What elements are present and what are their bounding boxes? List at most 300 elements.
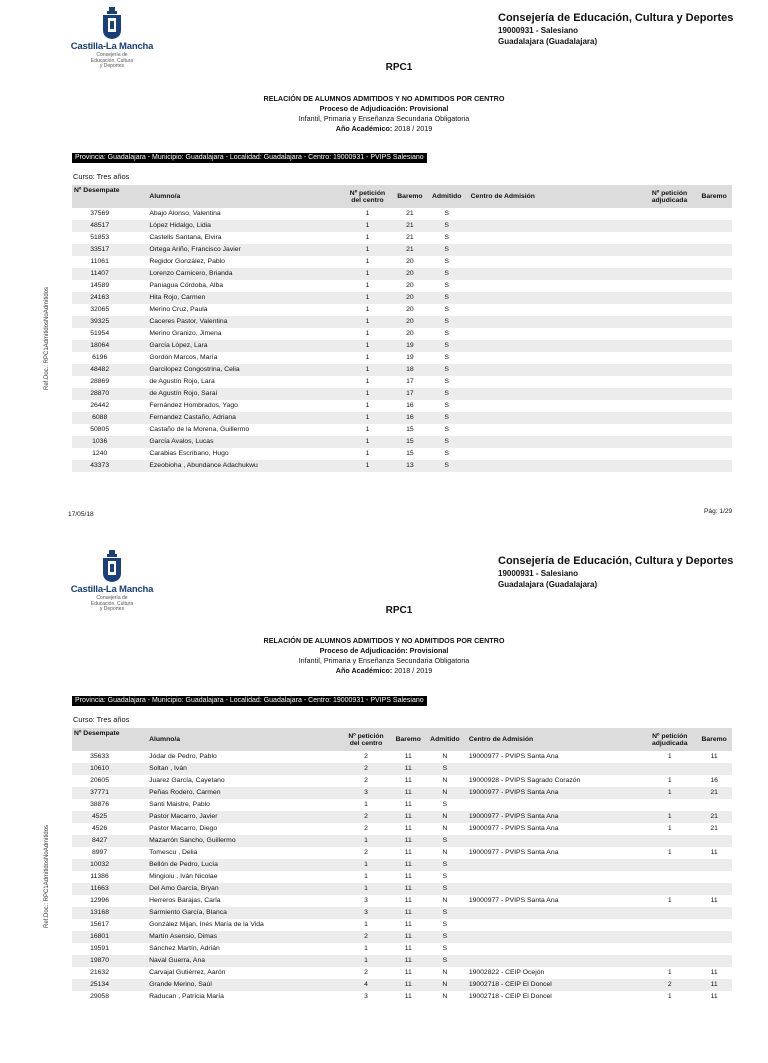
- cell-bar: 11: [404, 897, 412, 904]
- cell-pet: 1: [343, 955, 390, 967]
- report-heading: [0, 636, 768, 676]
- cell-num: 19870: [72, 955, 127, 967]
- cell-name: Regidor González, Pablo: [149, 258, 225, 265]
- cell-cen: 19002822 - CEIP Ocejón: [468, 969, 545, 976]
- report-code: RPC1: [385, 605, 413, 616]
- cell-bar: 11: [389, 955, 427, 967]
- cell-num: 21632: [90, 969, 109, 976]
- cell-adm: S: [427, 859, 463, 871]
- cell-cen: [465, 460, 643, 472]
- cell-name: Mingioiu , Iván Nicolae: [149, 873, 218, 880]
- table-row: [72, 871, 732, 883]
- cell-pad: [643, 364, 696, 376]
- cell-adm: S: [427, 907, 463, 919]
- cell-adm: S: [427, 955, 463, 967]
- col-admitido: Admitido: [429, 185, 465, 208]
- cell-adm: S: [429, 412, 465, 424]
- cell-bar: 21: [406, 210, 414, 217]
- cell-pet: 1: [344, 412, 391, 424]
- students-table: [72, 185, 732, 472]
- cell-num: 11407: [72, 268, 127, 280]
- cell-name: Ezeobioha , Abundance Adachukwu: [127, 460, 343, 472]
- cell-adm: S: [429, 220, 465, 232]
- cell-bar2: 21: [696, 811, 732, 823]
- cell-bar: 20: [406, 306, 414, 313]
- cell-bar: 16: [406, 402, 414, 409]
- cell-pet: 1: [344, 340, 391, 352]
- cell-pet: 2: [364, 849, 368, 856]
- cell-name: Carabias Escribano, Hugo: [149, 450, 229, 457]
- cell-name: Fernandez Castaño, Adriana: [127, 412, 343, 424]
- table-row: [72, 967, 732, 979]
- cell-name: Lorenzo Carnicero, Brianda: [127, 268, 343, 280]
- cell-pad: [643, 316, 696, 328]
- cell-adm: N: [442, 777, 448, 784]
- cell-adm: S: [442, 921, 448, 928]
- cell-adm: S: [429, 460, 465, 472]
- center-line: 19000931 - Salesiano: [498, 569, 579, 578]
- process-label: Proceso de Adjudicación: Provisional: [319, 646, 449, 655]
- table-header: [72, 728, 732, 751]
- cell-bar: 17: [391, 388, 429, 400]
- cell-bar2: 11: [710, 897, 718, 904]
- levels-label: Infantil, Primaria y Enseñanza Secundaria Obligatoria: [298, 114, 470, 123]
- curso-label: Curso: Tres años: [73, 715, 130, 724]
- table-row: [72, 931, 732, 943]
- cell-pet: 1: [365, 258, 370, 265]
- table-row: [72, 787, 732, 799]
- table-row: [72, 943, 732, 955]
- cell-cen: [465, 220, 643, 232]
- cell-adm: S: [444, 450, 449, 457]
- cell-bar2: [696, 460, 732, 472]
- cell-adm: N: [427, 979, 463, 991]
- cell-num: 37569: [90, 210, 110, 217]
- table-row: [72, 304, 732, 316]
- cell-num: 37771: [72, 787, 127, 799]
- cell-adm: S: [444, 378, 449, 385]
- cell-pad: [643, 220, 696, 232]
- cell-name: Carvajal Gutiérrez, Aarón: [149, 969, 226, 976]
- cell-name: Peñas Rodero, Carmen: [127, 787, 342, 799]
- logo-name: Castilla-La Mancha: [70, 584, 154, 595]
- logo-subtitle: Consejería de Educación, Cultura y Deportes: [90, 595, 134, 613]
- cell-bar2: [696, 424, 732, 436]
- cell-cen: [465, 412, 643, 424]
- cell-name: García Avalos, Lucas: [127, 436, 343, 448]
- cell-num: 10032: [72, 859, 127, 871]
- cell-adm: S: [442, 873, 448, 880]
- logo-name: Castilla-La Mancha: [70, 41, 154, 52]
- cell-num: 39325: [72, 316, 127, 328]
- cell-name: Tomescu , Delia: [149, 849, 198, 856]
- cell-cen: [465, 340, 643, 352]
- cell-bar: 15: [406, 426, 414, 433]
- cell-adm: S: [444, 282, 449, 289]
- cell-cen: 19002718 - CEIP El Doncel: [468, 993, 552, 1000]
- cell-bar: 11: [389, 883, 427, 895]
- cell-bar: 11: [404, 873, 412, 880]
- table-row: [72, 847, 732, 859]
- cell-bar2: [696, 955, 732, 967]
- cell-bar2: 11: [710, 849, 718, 856]
- cell-cen: 19000977 - PVIPS Santa Ana: [463, 787, 643, 799]
- cell-bar: 11: [404, 921, 412, 928]
- cell-pet: 2: [343, 763, 390, 775]
- table-row: [72, 208, 732, 220]
- cell-pet: 2: [364, 753, 368, 760]
- cell-bar: 11: [404, 777, 412, 784]
- cell-num: 18064: [72, 340, 127, 352]
- table-row: [72, 412, 732, 424]
- cell-adm: S: [429, 268, 465, 280]
- cell-pad: [643, 460, 696, 472]
- table-row: [72, 316, 732, 328]
- cell-num: 4525: [72, 811, 127, 823]
- cell-cen: [465, 268, 643, 280]
- cell-cen: 19000977 - PVIPS Santa Ana: [468, 753, 559, 760]
- cell-name: Castells Santana, Elvira: [149, 234, 222, 241]
- cell-num: 35633: [90, 753, 109, 760]
- table-row: [72, 799, 732, 811]
- cell-num: 50805: [90, 426, 110, 433]
- print-date: 17/05/18: [68, 511, 94, 518]
- cell-bar: 11: [389, 859, 427, 871]
- table-row: [72, 763, 732, 775]
- cell-bar2: [696, 292, 732, 304]
- cell-cen: [465, 400, 643, 412]
- cell-cen: [465, 244, 643, 256]
- cell-bar2: 21: [710, 825, 718, 832]
- col-centro-admision: Centro de Admisión: [463, 728, 643, 751]
- table-body: [72, 208, 732, 472]
- col-alumno: Alumno/a: [127, 185, 343, 208]
- cell-bar: 20: [406, 330, 414, 337]
- levels-label: Infantil, Primaria y Enseñanza Secundaria Obligatoria: [298, 656, 470, 665]
- cell-pet: 1: [344, 316, 391, 328]
- cell-pad: 1: [667, 993, 672, 1000]
- cell-pad: [643, 448, 696, 460]
- cell-bar2: [696, 931, 732, 943]
- cell-num: 8427: [72, 835, 127, 847]
- col-peticion-adjudicada: Nº petición adjudicada: [643, 728, 696, 751]
- cell-name: Pastor Macarro, Diego: [149, 825, 218, 832]
- cell-pet: 1: [365, 330, 370, 337]
- cell-adm: S: [429, 388, 465, 400]
- org-title: Consejería de Educación, Cultura y Deportes: [498, 12, 734, 24]
- cell-name: Jódar de Pedro, Pablo: [149, 753, 217, 760]
- cell-pad: 1: [667, 897, 672, 904]
- cell-cen: 19000977 - PVIPS Santa Ana: [468, 897, 559, 904]
- cell-bar2: [696, 244, 732, 256]
- cell-bar2: 11: [710, 753, 718, 760]
- cell-bar2: [696, 340, 732, 352]
- cell-cen: [463, 955, 643, 967]
- cell-adm: S: [429, 364, 465, 376]
- cell-bar2: [696, 232, 732, 244]
- cell-bar: 20: [391, 292, 429, 304]
- cell-num: 4526: [91, 825, 108, 832]
- cell-name: López Hidalgo, Lidia: [127, 220, 343, 232]
- cell-adm: S: [429, 316, 465, 328]
- cell-bar: 18: [391, 364, 429, 376]
- cell-num: 28869: [90, 378, 110, 385]
- cell-num: 8997: [91, 849, 108, 856]
- cell-adm: S: [429, 340, 465, 352]
- col-baremo: Baremo: [389, 728, 427, 751]
- cell-adm: S: [444, 306, 449, 313]
- cell-pet: 3: [343, 787, 390, 799]
- cell-bar: 11: [389, 907, 427, 919]
- cell-name: Herreros Barajas, Carla: [149, 897, 221, 904]
- cell-cen: [465, 448, 643, 460]
- cell-pad: 2: [643, 979, 696, 991]
- table-row: [72, 376, 732, 388]
- castilla-la-mancha-logo: [70, 549, 154, 613]
- table-row: [72, 775, 732, 787]
- table-row: [72, 835, 732, 847]
- table-row: [72, 811, 732, 823]
- cell-bar2: 21: [696, 787, 732, 799]
- cell-name: Paniagua Córdoba, Alba: [149, 282, 224, 289]
- cell-pad: [643, 883, 696, 895]
- cell-bar2: 16: [710, 777, 718, 784]
- center-line: 19000931 - Salesiano: [498, 26, 579, 35]
- cell-bar: 11: [404, 753, 412, 760]
- cell-name: Sarmiento García, Blanca: [127, 907, 342, 919]
- cell-num: 29058: [90, 993, 109, 1000]
- cell-pet: 1: [365, 378, 370, 385]
- cell-pad: [643, 763, 696, 775]
- cell-pad: [643, 388, 696, 400]
- cell-bar: 20: [406, 258, 414, 265]
- cell-adm: S: [442, 801, 448, 808]
- cell-bar2: 11: [710, 993, 718, 1000]
- cell-bar2: [696, 268, 732, 280]
- cell-cen: 19000928 - PVIPS Sagrado Corazón: [468, 777, 581, 784]
- cell-pet: 1: [365, 426, 370, 433]
- cell-pad: [643, 955, 696, 967]
- table-row: [72, 280, 732, 292]
- col-admitido: Admitido: [427, 728, 463, 751]
- table-row: [72, 448, 732, 460]
- cell-pad: [643, 352, 696, 364]
- cell-bar2: [696, 907, 732, 919]
- table-row: [72, 751, 732, 763]
- cell-bar2: [696, 208, 732, 220]
- cell-adm: S: [444, 402, 449, 409]
- cell-cen: [463, 931, 643, 943]
- cell-bar2: [696, 388, 732, 400]
- cell-pet: 1: [364, 921, 368, 928]
- table-row: [72, 907, 732, 919]
- cell-bar2: [696, 436, 732, 448]
- cell-adm: S: [444, 354, 449, 361]
- report-page-1: [0, 0, 768, 520]
- col-peticion-centro: Nº petición del centro: [343, 728, 390, 751]
- cell-pet: 1: [344, 220, 391, 232]
- cell-cen: 19000977 - PVIPS Santa Ana: [468, 825, 559, 832]
- cell-cen: [465, 280, 643, 292]
- cell-bar: 15: [391, 436, 429, 448]
- cell-cen: [465, 352, 643, 364]
- cell-bar: 11: [389, 811, 427, 823]
- cell-bar2: [696, 364, 732, 376]
- cell-pet: 1: [365, 306, 370, 313]
- cell-bar: 20: [406, 282, 414, 289]
- cell-cen: [465, 256, 643, 268]
- cell-adm: N: [427, 787, 463, 799]
- cell-bar2: [696, 919, 732, 931]
- cell-num: 43373: [72, 460, 127, 472]
- cell-cen: [463, 799, 643, 811]
- cell-num: 25134: [72, 979, 127, 991]
- cell-name: Soltan , Iván: [127, 763, 342, 775]
- curso-label: Curso: Tres años: [73, 172, 130, 181]
- cell-bar: 11: [389, 763, 427, 775]
- cell-adm: N: [442, 897, 448, 904]
- cell-name: Caceres Pastor, Valentina: [127, 316, 343, 328]
- cell-pad: [643, 280, 696, 292]
- cell-cen: [465, 328, 643, 340]
- cell-name: Gordón Marcos, María: [149, 354, 218, 361]
- cell-pad: 1: [667, 849, 672, 856]
- cell-bar2: 11: [696, 979, 732, 991]
- cell-pet: 2: [364, 969, 368, 976]
- doc-reference: Ref.Doc.: RPC1AdmitidosNoAdmitidos: [44, 824, 50, 928]
- table-header: [72, 185, 732, 208]
- logo-subtitle: Consejería de Educación, Cultura y Deportes: [90, 52, 134, 70]
- cell-pet: 3: [364, 993, 368, 1000]
- cell-cen: [465, 304, 643, 316]
- cell-bar: 11: [404, 993, 412, 1000]
- cell-num: 20605: [90, 777, 109, 784]
- cell-bar: 11: [389, 787, 427, 799]
- report-page-2: [0, 543, 768, 1063]
- cell-bar2: [696, 412, 732, 424]
- cell-num: 33517: [72, 244, 127, 256]
- cell-pet: 1: [365, 450, 370, 457]
- cell-pad: [643, 292, 696, 304]
- cell-bar: 19: [406, 354, 414, 361]
- cell-name: Hita Rojo, Carmen: [127, 292, 343, 304]
- cell-bar2: [696, 328, 732, 340]
- cell-adm: N: [442, 969, 448, 976]
- cell-bar2: [696, 448, 732, 460]
- cell-adm: S: [444, 330, 449, 337]
- cell-bar: 19: [391, 340, 429, 352]
- cell-name: Santi Maistre, Pablo: [149, 801, 210, 808]
- cell-pet: 1: [343, 835, 390, 847]
- cell-adm: S: [427, 835, 463, 847]
- cell-bar2: [696, 859, 732, 871]
- cell-num: 1036: [72, 436, 127, 448]
- table-row: [72, 388, 732, 400]
- cell-name: Pastor Macarro, Javier: [127, 811, 342, 823]
- cell-bar2: [696, 256, 732, 268]
- cell-pad: [643, 304, 696, 316]
- cell-pet: 2: [364, 825, 368, 832]
- cell-num: 6196: [92, 354, 108, 361]
- cell-pad: [643, 340, 696, 352]
- province-bar: Provincia: Guadalajara - Municipio: Guadalajara - Localidad: Guadalajara - Centro: 19000931 - PVIPS Salesiano: [72, 696, 427, 706]
- cell-bar2: [696, 304, 732, 316]
- location-line: Guadalajara (Guadalajara): [498, 37, 598, 46]
- table-row: [72, 364, 732, 376]
- cell-cen: 19000977 - PVIPS Santa Ana: [468, 849, 559, 856]
- cell-pad: 1: [667, 753, 672, 760]
- cell-pad: 1: [643, 787, 696, 799]
- cell-cen: [465, 436, 643, 448]
- cell-cen: [463, 883, 643, 895]
- cell-pad: 1: [667, 825, 672, 832]
- cell-adm: S: [444, 426, 449, 433]
- table-row: [72, 919, 732, 931]
- cell-pet: 1: [364, 873, 368, 880]
- cell-name: Sánchez Martín, Adrián: [149, 945, 220, 952]
- cell-cen: [463, 943, 643, 955]
- cell-bar: 11: [404, 945, 412, 952]
- cell-bar: 11: [389, 979, 427, 991]
- cell-adm: N: [427, 811, 463, 823]
- cell-num: 48517: [72, 220, 127, 232]
- table-body: [72, 751, 732, 1003]
- cell-pad: [643, 232, 696, 244]
- cell-name: Grande Merino, Saúl: [127, 979, 342, 991]
- table-row: [72, 859, 732, 871]
- cell-adm: N: [442, 825, 448, 832]
- cell-pad: [643, 328, 696, 340]
- cell-name: Bellón de Pedro, Lucía: [127, 859, 342, 871]
- cell-name: Mazarrón Sancho, Guillermo: [127, 835, 342, 847]
- cell-pad: [643, 436, 696, 448]
- cell-pad: [643, 256, 696, 268]
- cell-bar2: 11: [710, 969, 718, 976]
- table-row: [72, 823, 732, 835]
- cell-bar2: [696, 835, 732, 847]
- cell-pet: 1: [344, 364, 391, 376]
- table-row: [72, 268, 732, 280]
- cell-bar2: [696, 943, 732, 955]
- cell-pad: [643, 376, 696, 388]
- cell-pad: 1: [667, 969, 672, 976]
- table-row: [72, 352, 732, 364]
- col-baremo-2: Baremo: [696, 728, 732, 751]
- table-row: [72, 340, 732, 352]
- report-title: RELACIÓN DE ALUMNOS ADMITIDOS Y NO ADMITIDOS POR CENTRO: [263, 636, 505, 645]
- cell-pad: [643, 907, 696, 919]
- table-row: [72, 991, 732, 1003]
- cell-num: 6088: [72, 412, 127, 424]
- cell-pad: [643, 244, 696, 256]
- table-row: [72, 424, 732, 436]
- cell-bar: 11: [404, 969, 412, 976]
- cell-num: 11386: [90, 873, 109, 880]
- cell-num: 11663: [72, 883, 127, 895]
- cell-num: 1240: [92, 450, 108, 457]
- table-row: [72, 256, 732, 268]
- cell-bar2: [696, 763, 732, 775]
- cell-pet: 1: [365, 282, 370, 289]
- cell-num: 11061: [90, 258, 109, 265]
- cell-pet: 1: [344, 460, 391, 472]
- table-row: [72, 328, 732, 340]
- cell-adm: S: [429, 436, 465, 448]
- cell-pet: 1: [365, 234, 370, 241]
- cell-num: 48482: [72, 364, 127, 376]
- cell-name: Fernández Hombrados, Yago: [149, 402, 238, 409]
- cell-num: 16801: [72, 931, 127, 943]
